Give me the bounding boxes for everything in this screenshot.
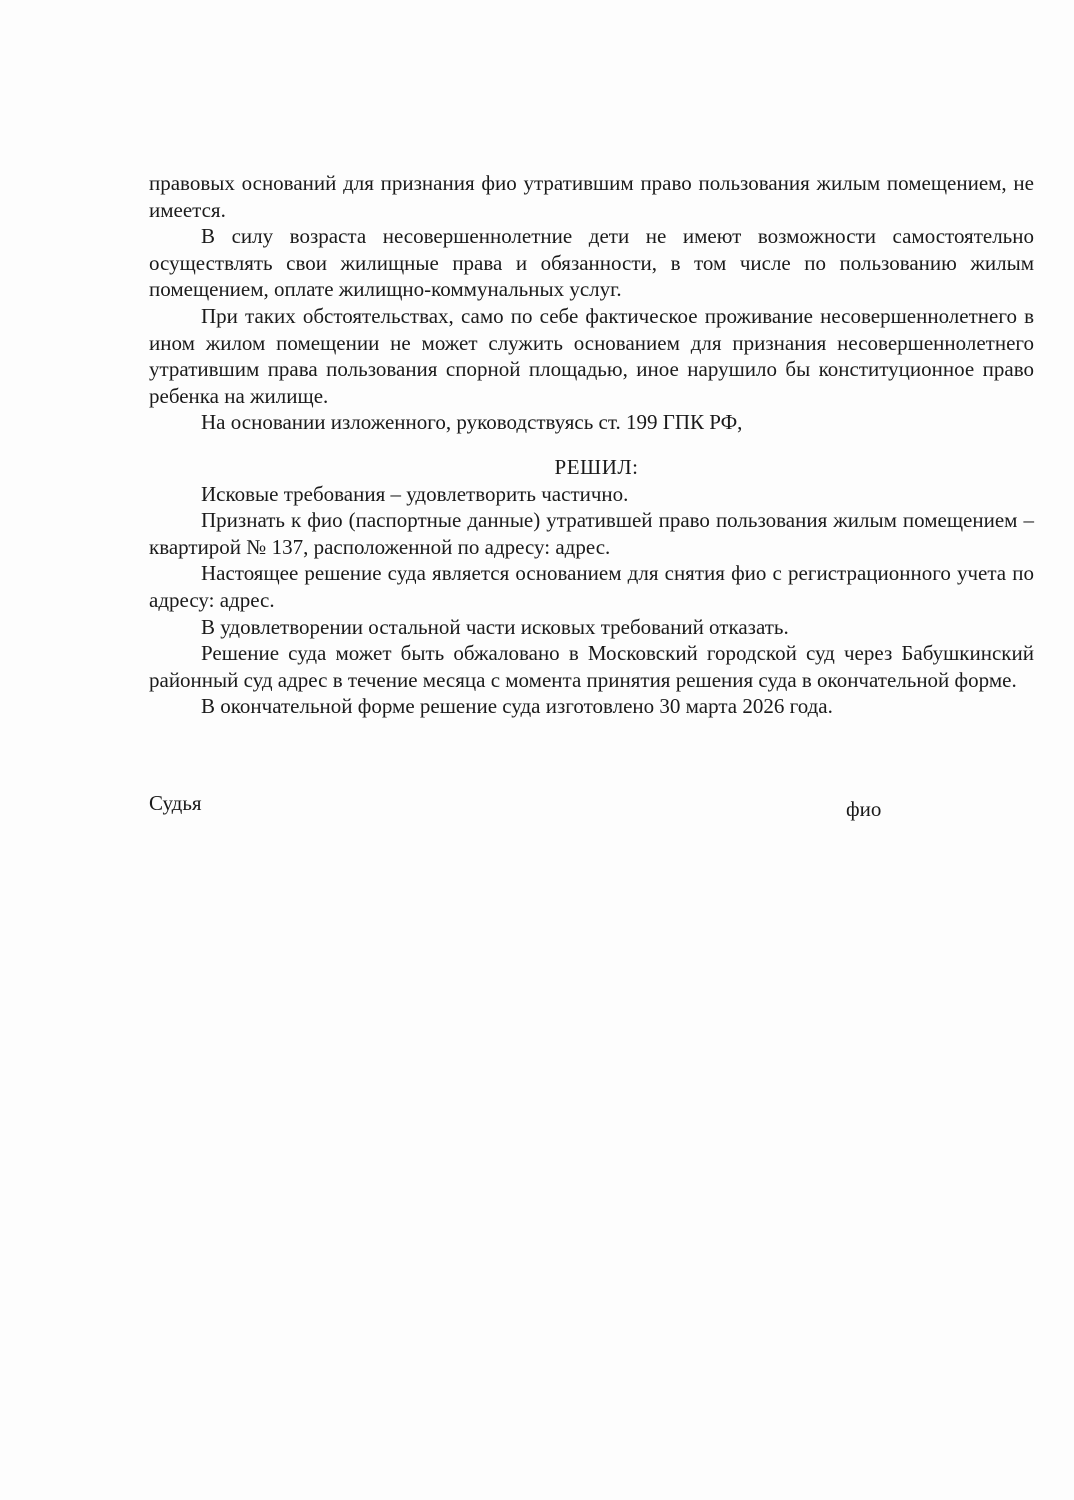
paragraph-continuation: правовых оснований для признания фио утратившим право пользования жилым помещением, не имеется.	[149, 171, 1034, 222]
decision-heading: РЕШИЛ:	[554, 454, 639, 479]
document-body	[149, 170, 1034, 720]
paragraph-claims-partial: Исковые требования – удовлетворить частично.	[201, 481, 629, 506]
judge-title: Судья	[149, 791, 202, 815]
paragraph-minors-rights: В силу возраста несовершеннолетние дети не имеют возможности самостоятельно осуществлять свои жилищные права и обязанности, в том числе по пользованию жилым помещением, оплате жилищно-коммунальных услуг.	[149, 224, 1034, 302]
paragraph-deregistration: Настоящее решение суда является основанием для снятия фио с регистрационного учета по адресу: адрес.	[149, 561, 1034, 612]
paragraph-appeal: Решение суда может быть обжаловано в Московский городской суд через Бабушкинский районный суд адрес в течение месяца с момента принятия решения суда в окончательной форме.	[149, 641, 1034, 692]
paragraph-recognize-lost-right: Признать к фио (паспортные данные) утратившей право пользования жилым помещением – квартирой № 137, расположенной по адресу: адрес.	[149, 508, 1034, 559]
paragraph-refuse-rest: В удовлетворении остальной части исковых требований отказать.	[201, 614, 789, 639]
paragraph-circumstances: При таких обстоятельствах, само по себе фактическое проживание несовершеннолетнего в ином жилом помещении не может служить основанием для признания несовершеннолетнего утратившим права пользования спорной площадью, иное нарушило бы конституционное право ребенка на жилище.	[149, 303, 1034, 408]
paragraph-final-form-date: В окончательной форме решение суда изготовлено 30 марта 2026 года.	[201, 694, 833, 719]
paragraph-legal-basis: На основании изложенного, руководствуясь ст. 199 ГПК РФ,	[201, 410, 743, 435]
judge-name: фио	[846, 797, 882, 821]
